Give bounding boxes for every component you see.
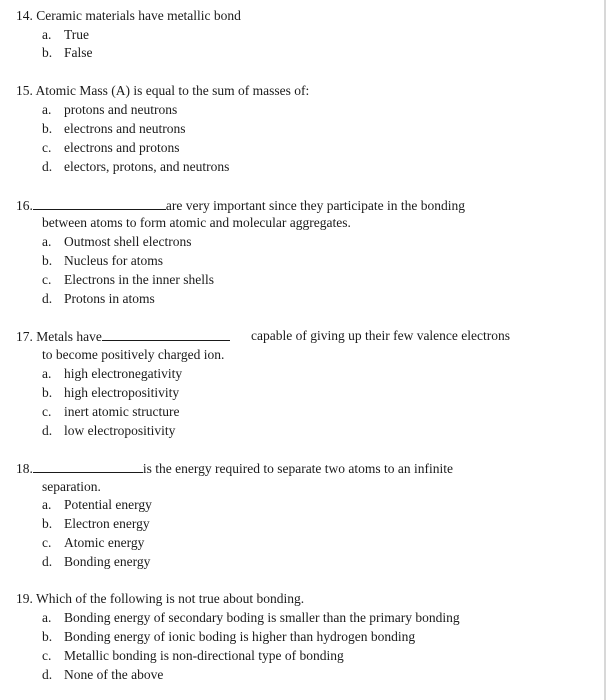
question-16 (16, 197, 465, 214)
question-17-continuation: to become positively charged ion. (42, 347, 225, 362)
question-text: Ceramic materials have metallic bond (36, 8, 241, 23)
question-number: 14. (16, 8, 33, 23)
question-18 (16, 460, 453, 477)
question-number: 15. (16, 83, 33, 98)
question-text: are very important since they participate in the bonding (165, 198, 466, 213)
option-16b: b. Nucleus for atoms (42, 253, 163, 268)
question-number: 18. (16, 461, 33, 476)
option-19b: b. Bonding energy of ionic boding is higher than hydrogen bonding (42, 629, 416, 644)
option-16a: a. Outmost shell electrons (42, 234, 192, 249)
question-number: 17. (16, 329, 33, 344)
question-text-before: Metals have (36, 329, 102, 344)
question-number: 19. (16, 591, 33, 606)
answer-blank (33, 460, 143, 473)
option-18c: c. Atomic energy (42, 535, 145, 550)
option-15c: c. electrons and protons (42, 140, 180, 155)
question-text: Atomic Mass (A) is equal to the sum of masses of: (35, 83, 310, 98)
question-text: is the energy required to separate two atoms to an infinite (142, 461, 454, 476)
option-19a: a. Bonding energy of secondary boding is smaller than the primary bonding (42, 610, 460, 625)
question-15 (16, 83, 309, 99)
option-17a: a. high electronegativity (42, 366, 183, 381)
option-16d: d. Protons in atoms (42, 291, 155, 306)
option-17d: d. low electropositivity (42, 423, 176, 438)
option-18d: d. Bonding energy (42, 554, 151, 569)
option-14b: b. False (42, 45, 93, 60)
option-14a: a. True (42, 27, 90, 42)
question-16-continuation: between atoms to form atomic and molecular aggregates. (42, 215, 351, 230)
option-18b: b. Electron energy (42, 516, 150, 531)
answer-blank (102, 328, 230, 341)
option-15a: a. protons and neutrons (42, 102, 178, 117)
option-17b: b. high electropositivity (42, 385, 180, 400)
question-14 (16, 8, 241, 24)
option-17c: c. inert atomic structure (42, 404, 180, 419)
option-15b: b. electrons and neutrons (42, 121, 186, 136)
question-18-continuation: separation. (42, 479, 101, 494)
option-18a: a. Potential energy (42, 497, 152, 512)
option-16c: c. Electrons in the inner shells (42, 272, 214, 287)
question-19 (16, 591, 304, 607)
question-text-after: capable of giving up their few valence electrons (251, 328, 511, 343)
question-text: Which of the following is not true about bonding. (36, 591, 305, 606)
option-19c: c. Metallic bonding is non-directional type of bonding (42, 648, 344, 663)
question-number: 16. (16, 198, 33, 213)
answer-blank (33, 197, 166, 210)
page-edge (604, 0, 606, 700)
option-15d: d. electors, protons, and neutrons (42, 159, 230, 174)
question-17 (16, 328, 230, 345)
option-19d: d. None of the above (42, 667, 164, 682)
